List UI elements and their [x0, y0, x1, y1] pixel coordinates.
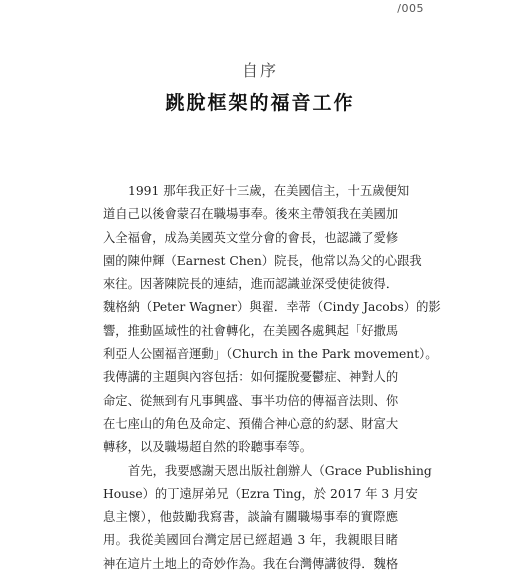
chapter-title: 跳脫框架的福音工作 [165, 92, 355, 114]
text-line: 我傳講的主題與內容包括：如何擺脫憂鬱症、神對人的 [103, 370, 399, 385]
text-line: 1991 那年我正好十三歲，在美國信主，十五歲便知 [128, 184, 410, 198]
text-line: 命定、從無到有凡事興盛、事半功倍的傳福音法則、你 [103, 393, 399, 408]
page-number-slash: / [397, 2, 402, 15]
body-text [103, 180, 441, 576]
text-line: 魏格納（Peter Wagner）與翟．幸蒂（Cindy Jacobs）的影 [103, 300, 441, 315]
text-line: 息主懷），他鼓勵我寫書，談論有關職場事奉的實際應 [103, 510, 398, 525]
text-line: 在七座山的角色及命定、預備合神心意的約瑟、財富大 [103, 416, 399, 431]
text-line: 來往。因著陳院長的連結，進而認識並深受使徒彼得． [103, 277, 399, 292]
text-line: 道自己以後會蒙召在職場事奉。後來主帶領我在美國加 [103, 207, 399, 222]
text-line: 園的陳仲輝（Earnest Chen）院長，他常以為父的心跟我 [103, 253, 422, 268]
text-line: 首先，我要感謝天恩出版社創辦人（Grace Publishing [128, 463, 432, 478]
page-number [397, 2, 424, 15]
text-line: House）的丁遠屏弟兄（Ezra Ting，於 2017 年 3 月安 [103, 486, 418, 501]
page-number-value: 005 [401, 2, 424, 15]
text-line: 轉移，以及職場超自然的聆聽事奉等。 [103, 440, 313, 455]
text-line: 入全福會，成為美國英文堂分會的會長，也認識了愛修 [103, 230, 399, 245]
text-line: 用。我從美國回台灣定居已經超過 3 年，我親眼目睹 [103, 533, 398, 548]
section-label: 自序 [241, 61, 278, 80]
text-line: 神在這片土地上的奇妙作為。我在台灣傳講彼得．魏格 [103, 556, 399, 571]
text-line: 利亞人公園福音運動」（Church in the Park movement）。 [103, 347, 438, 362]
text-line: 響，推動區域性的社會轉化，在美國各處興起「好撒馬 [103, 323, 399, 338]
